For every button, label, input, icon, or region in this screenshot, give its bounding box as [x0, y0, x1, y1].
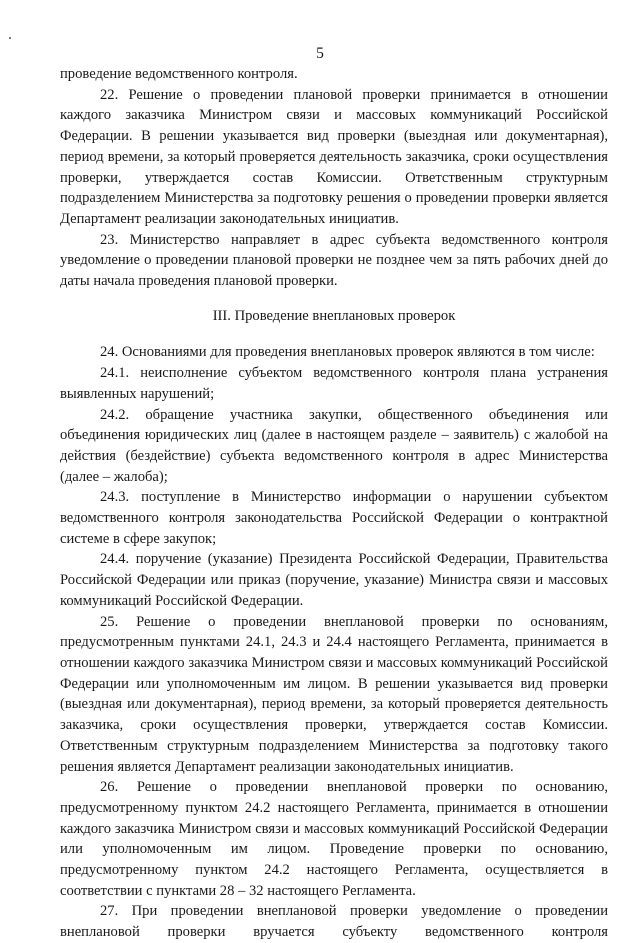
paragraph-continuation: проведение ведомственного контроля.	[60, 66, 298, 82]
paragraph-23: 23. Министерство направляет в адрес субъекта ведомственного контроля уведомление о проведении плановой проверки не позднее чем за пять рабочих дней до даты начала проведения плановой проверки.	[60, 231, 608, 290]
paragraph-24-4: 24.4. поручение (указание) Президента Российской Федерации, Правительства Российской Федерации или приказ (поручение, указание) Министра связи и массовых коммуникаций Российской Федерации.	[60, 551, 608, 609]
paragraph-24-2: 24.2. обращение участника закупки, общественного объединения или объединения юридических лиц (далее в настоящем разделе – заявитель) с жалобой на действия (бездействие) субъекта ведомственного контроля в адрес Министерства (далее – жалоба);	[60, 406, 608, 485]
paragraph-25: 25. Решение о проведении внеплановой проверки по основаниям, предусмотренным пунктами 24.1, 24.3 и 24.4 настоящего Регламента, принимается в отношении каждого заказчика Министром связи и массовых коммуникаций Российской Федерации или уполномоченным им лицом. В решении указывается вид проверки (выездная или документарная), период времени, за который проверяется деятельность заказчика, сроки осуществления проверки, утверждается состав Комиссии. Ответственным структурным подразделением Министерства за подготовку такого решения является Департамент реализации законодательных инициатив.	[60, 613, 608, 775]
section-heading: III. Проведение внеплановых проверок	[212, 307, 456, 324]
page-number: 5	[316, 45, 324, 62]
scan-speck	[9, 37, 11, 39]
paragraph-24-1: 24.1. неисполнение субъектом ведомственного контроля плана устранения выявленных нарушений;	[60, 365, 608, 402]
paragraph-26: 26. Решение о проведении внеплановой проверки по основанию, предусмотренному пунктом 24.2 настоящего Регламента, принимается в отношении каждого заказчика Министром связи и массовых коммуникаций Российской Федерации или уполномоченным им лицом. Проведение проверки по основанию, предусмотренному пунктом 24.2 настоящего Регламента, осуществляется в соответствии с пунктами 28 – 32 настоящего Регламента.	[60, 779, 608, 899]
paragraph-24-3: 24.3. поступление в Министерство информации о нарушении субъектом ведомственного контроля законодательства Российской Федерации о контрактной системе в сфере закупок;	[60, 489, 608, 547]
document-body	[60, 64, 608, 943]
paragraph-27: 27. При проведении внеплановой проверки уведомление о проведении внеплановой проверки вручается субъекту ведомственного контроля	[60, 903, 608, 941]
paragraph-22: 22. Решение о проведении плановой проверки принимается в отношении каждого заказчика Министром связи и массовых коммуникаций Российской Федерации. В решении указывается вид проверки (выездная или документарная), период времени, за который проверяется деятельность заказчика, сроки осуществления проверки, утверждается состав Комиссии. Ответственным структурным подразделением Министерства за подготовку решения о проведении проверки является Департамент реализации законодательных инициатив.	[60, 86, 608, 227]
paragraph-24: 24. Основаниями для проведения внеплановых проверок являются в том числе:	[100, 344, 595, 361]
